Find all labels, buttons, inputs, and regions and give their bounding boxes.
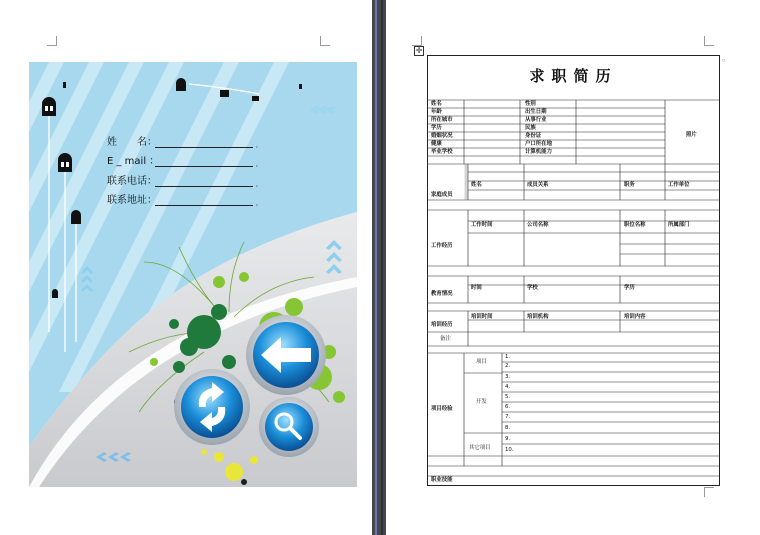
table-grid-lines: [428, 56, 719, 485]
crop-mark: [704, 487, 714, 497]
list-number: 8．: [505, 425, 514, 431]
cell-label: 民族: [525, 125, 536, 131]
list-number: 5．: [505, 394, 514, 400]
column-header: 时间: [471, 285, 482, 291]
section-label: 备注: [440, 336, 451, 342]
page-gap-scrollbar[interactable]: [372, 0, 386, 535]
cover-artwork: [29, 62, 357, 487]
section-label: 家庭成员: [431, 192, 453, 198]
fill-in-line[interactable]: [155, 136, 253, 148]
resume-title: 求职简历: [529, 67, 618, 85]
fill-in-line[interactable]: [155, 194, 253, 206]
crop-mark: [704, 36, 714, 46]
cover-field-address: 联系地址： ¸: [107, 187, 259, 207]
cover-field-email: E _ mail ： ¸: [107, 148, 259, 168]
crop-mark: [320, 36, 330, 46]
cell-label: 所在城市: [431, 117, 453, 123]
section-label: 工作经历: [431, 243, 453, 249]
cell-label: 计算机能力: [525, 149, 552, 155]
column-header: 职务: [624, 182, 635, 188]
refresh-arrows-icon: [174, 369, 250, 445]
column-header: 姓名: [471, 182, 482, 188]
column-header: 公司名称: [527, 222, 549, 228]
cell-label: 户口所在地: [525, 141, 552, 147]
cell-label: 身份证: [525, 133, 542, 139]
list-number: 3．: [505, 374, 514, 380]
cell-label: 婚姻状况: [431, 133, 453, 139]
column-header: 培训时间: [471, 314, 493, 320]
section-label: 培训经历: [431, 322, 453, 328]
column-header: 学校: [527, 285, 538, 291]
list-number: 10．: [505, 447, 518, 453]
cell-label: 健康: [431, 141, 442, 147]
column-header: 工作时间: [471, 222, 493, 228]
cell-label: 年龄: [431, 109, 442, 115]
group-label: 项目: [476, 359, 487, 365]
list-number: 2．: [505, 363, 514, 369]
crop-mark: [47, 36, 57, 46]
table-move-handle-icon[interactable]: ✛: [415, 46, 423, 55]
column-header: 工作单位: [668, 182, 690, 188]
field-label: 联系电话：: [107, 175, 157, 187]
cell-label: 性别: [525, 101, 536, 107]
crop-mark: [412, 36, 422, 46]
cell-label: 姓名: [431, 101, 442, 107]
group-label: 开发: [476, 399, 487, 405]
field-label: E _ mail ：: [107, 156, 160, 167]
list-number: 1．: [505, 354, 514, 360]
fill-in-line[interactable]: [155, 155, 253, 167]
resume-table: [427, 55, 720, 486]
field-label: 联系地址：: [107, 195, 157, 206]
end-of-row-mark: ¤: [722, 58, 725, 64]
list-number: 7．: [505, 414, 514, 420]
list-number: 6．: [505, 404, 514, 410]
column-header: 学历: [624, 285, 635, 291]
column-header: 培训机构: [527, 314, 549, 320]
cell-label: 学历: [431, 125, 442, 131]
section-label: 项目经验: [431, 406, 453, 412]
list-number: 9．: [505, 436, 514, 442]
page-cover: [0, 0, 372, 535]
magnifier-icon: [259, 397, 319, 457]
list-number: 4．: [505, 384, 514, 390]
fill-in-line[interactable]: [155, 175, 253, 187]
photo-placeholder: 照片: [686, 132, 697, 138]
cover-field-name: 姓 名： ¸: [107, 128, 259, 148]
cover-field-phone: 联系电话： ¸: [107, 167, 259, 187]
cover-contact-form: [107, 128, 259, 206]
cell-label: 出生日期: [525, 109, 547, 115]
column-header: 培训内容: [624, 314, 646, 320]
left-arrow-icon: [246, 315, 326, 395]
section-label: 教育情况: [431, 291, 453, 297]
cell-label: 毕业学校: [431, 149, 453, 155]
column-header: 职位名称: [624, 222, 646, 228]
section-label: 职业技能: [431, 477, 453, 483]
column-header: 所属部门: [668, 222, 690, 228]
group-label: 其它项目: [469, 445, 491, 451]
cell-label: 从事行业: [525, 117, 547, 123]
field-label: 姓 名：: [107, 136, 157, 148]
column-header: 成员关系: [527, 182, 549, 188]
